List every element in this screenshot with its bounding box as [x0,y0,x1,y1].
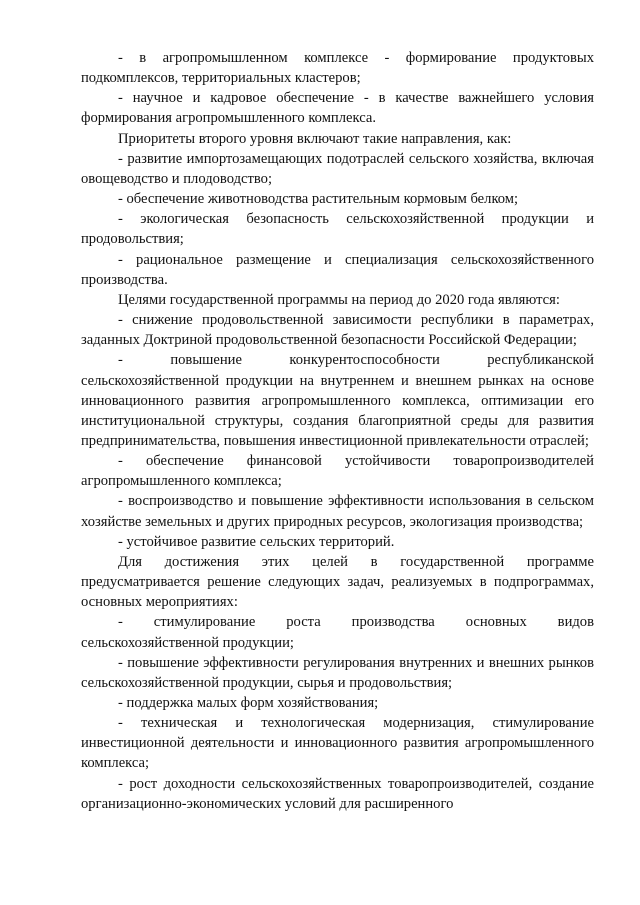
paragraph-second-level-priorities: Приоритеты второго уровня включают такие направления, как: [118,130,512,147]
document-page [81,48,594,814]
paragraph-food-dependence: - снижение продовольственной зависимости республики в параметрах, заданных Доктриной продовольственной безопасности Российской Федерации; [81,312,594,349]
paragraph-agro-complex: - в агропромышленном комплексе - формирование продуктовых подкомплексов, территориальных кластеров; [81,50,594,87]
paragraph-competitiveness: - повышение конкурентоспособности республиканской сельскохозяйственной продукции на внутреннем и внешнем рынках на основе инновационного развития агропромышленного комплекса, оптимизации его институциональной структуры, создания благоприятной среды для развития предпринимательства, повышения инвестиционной привлекательности отраслей; [81,352,594,449]
paragraph-feed-protein: - обеспечение животноводства растительным кормовым белком; [118,191,519,208]
paragraph-science-staff: - научное и кадровое обеспечение - в качестве важнейшего условия формирования агропромышленного комплекса. [81,90,594,127]
paragraph-rural-development: - устойчивое развитие сельских территорий. [118,533,395,550]
paragraph-financial-stability: - обеспечение финансовой устойчивости товаропроизводителей агропромышленного комплекса; [81,453,594,490]
paragraph-small-farms: - поддержка малых форм хозяйствования; [118,695,379,711]
paragraph-production-growth: - стимулирование роста производства основных видов сельскохозяйственной продукции; [81,614,594,651]
paragraph-resource-efficiency: - воспроизводство и повышение эффективности использования в сельском хозяйстве земельных и других природных ресурсов, экологизация производства; [81,493,594,530]
paragraph-ecological-safety: - экологическая безопасность сельскохозяйственной продукции и продовольствия; [81,211,594,248]
paragraph-profitability: - рост доходности сельскохозяйственных товаропроизводителей, создание организационно-экономических условий для расширенного [81,775,594,812]
paragraph-program-goals: Целями государственной программы на период до 2020 года являются: [118,291,560,308]
paragraph-market-regulation: - повышение эффективности регулирования внутренних и внешних рынков сельскохозяйственной продукции, сырья и продовольствия; [81,654,594,691]
paragraph-tasks-intro: Для достижения этих целей в государственной программе предусматривается решение следующих задач, реализуемых в подпрограммах, основных мероприятиях: [81,553,594,611]
paragraph-import-substitution: - развитие импортозамещающих подотраслей сельского хозяйства, включая овощеводство и плодоводство; [81,150,594,187]
paragraph-modernization: - техническая и технологическая модернизация, стимулирование инвестиционной деятельности и инновационного развития агропромышленного комплекса; [81,715,594,772]
paragraph-rational-placement: - рациональное размещение и специализация сельскохозяйственного производства. [81,251,594,288]
